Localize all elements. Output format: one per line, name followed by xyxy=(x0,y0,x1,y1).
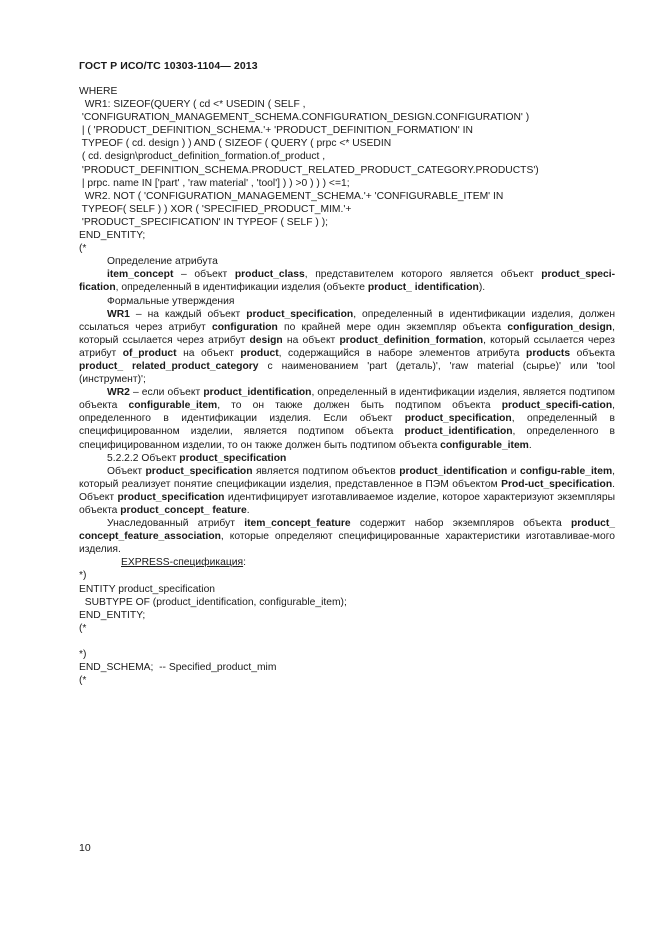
code-line: TYPEOF( SELF ) ) XOR ( 'SPECIFIED_PRODUCT_MIM.'+ xyxy=(79,203,352,215)
code-line: *) xyxy=(79,649,87,661)
code-line: END_SCHEMA; -- Specified_product_mim xyxy=(79,662,277,674)
code-line: ( cd. design\product_definition_formation.of_product , xyxy=(79,151,326,163)
code-line: | prpc. name IN ['part' , 'raw material' , 'tool'] ) ) >0 ) ) ) <=1; xyxy=(79,177,350,189)
section-paragraph-1: Объект product_specification является подтипом объектов product_identification и configu-rable_item, который реализует понятие спецификации изделия, представленное в ПЭМ объектом Prod-uct_specification. Объект product_specification идентифицирует изготавливаемое изделие, которое характеризуют экземпляры объекта product_concept_ feature. xyxy=(79,465,615,516)
rule-wr2-paragraph: WR2 – если объект product_identification, определенный в идентификации изделия, является подтипом объекта configurable_item, то он также должен быть подтипом объекта product_specifi-cation, определенного в идентификации изделия. Если объект product_specification, определенный в специфицированном изделии, является подтипом объекта product_identification, определенного в специфицированном изделии, то он также должен быть подтипом объекта configurable_item. xyxy=(79,387,615,451)
code-line: WR1: SIZEOF(QUERY ( cd <* USEDIN ( SELF , xyxy=(79,99,306,111)
express-code-block-entity xyxy=(79,569,615,687)
code-line: (* xyxy=(79,243,87,255)
code-line: WR2. NOT ( 'CONFIGURATION_MANAGEMENT_SCHEMA.'+ 'CONFIGURABLE_ITEM' IN xyxy=(79,190,504,202)
code-line: END_ENTITY; xyxy=(79,609,146,621)
code-line: WHERE xyxy=(79,86,118,97)
code-line: SUBTYPE OF (product_identification, configurable_item); xyxy=(79,596,347,608)
page-number: 10 xyxy=(79,842,91,854)
code-line: (* xyxy=(79,675,87,687)
section-paragraph-2: Унаследованный атрибут item_concept_feature содержит набор экземпляров объекта product_ concept_feature_association, которые определяют специфицированные характеристики изготавливае-мого изделия. xyxy=(79,518,615,556)
code-line xyxy=(79,635,615,648)
page-content xyxy=(79,85,615,687)
attribute-definition-heading: Определение атрибута xyxy=(107,256,218,268)
code-line: 'CONFIGURATION_MANAGEMENT_SCHEMA.CONFIGURATION_DESIGN.CONFIGURATION' ) xyxy=(79,112,530,124)
code-line: TYPEOF ( cd. design ) ) AND ( SIZEOF ( QUERY ( prpc <* USEDIN xyxy=(79,138,392,150)
code-line: 'PRODUCT_SPECIFICATION' IN TYPEOF ( SELF ) ); xyxy=(79,216,328,228)
section-heading: 5.2.2.2 Объект product_specification xyxy=(107,452,287,464)
code-line: *) xyxy=(79,570,87,582)
document-header: ГОСТ Р ИСО/ТС 10303-1104— 2013 xyxy=(79,60,258,72)
rule-wr1-paragraph: WR1 – на каждый объект product_specification, определенный в идентификации изделия, должен ссылаться через атрибут configuration по крайней мере один экземпляр объекта configuration_design, который ссылается через атрибут design на объект product_definition_formation, который ссылается через атрибут of_product на объект product, содержащийся в наборе элементов атрибута products объекта product_ related_product_category с наименованием 'part (деталь)', 'raw material (сырье)' или 'tool (инструмент)'; xyxy=(79,308,616,386)
code-line: | ( 'PRODUCT_DEFINITION_SCHEMA.'+ 'PRODUCT_DEFINITION_FORMATION' IN xyxy=(79,125,473,137)
attribute-definition-paragraph: item_concept – объект product_class, представителем которого является объект product_speci-fication, определенный в идентификации изделия (объекте product_ identification). xyxy=(79,269,616,294)
code-line: (* xyxy=(79,622,87,634)
formal-rules-heading: Формальные утверждения xyxy=(107,295,235,307)
express-specification-label: EXPRESS-спецификация: xyxy=(121,557,246,569)
code-line: END_ENTITY; xyxy=(79,230,146,242)
code-line: ENTITY product_specification xyxy=(79,583,216,595)
express-code-block-where xyxy=(79,85,615,255)
code-line: 'PRODUCT_DEFINITION_SCHEMA.PRODUCT_RELATED_PRODUCT_CATEGORY.PRODUCTS') xyxy=(79,164,539,176)
